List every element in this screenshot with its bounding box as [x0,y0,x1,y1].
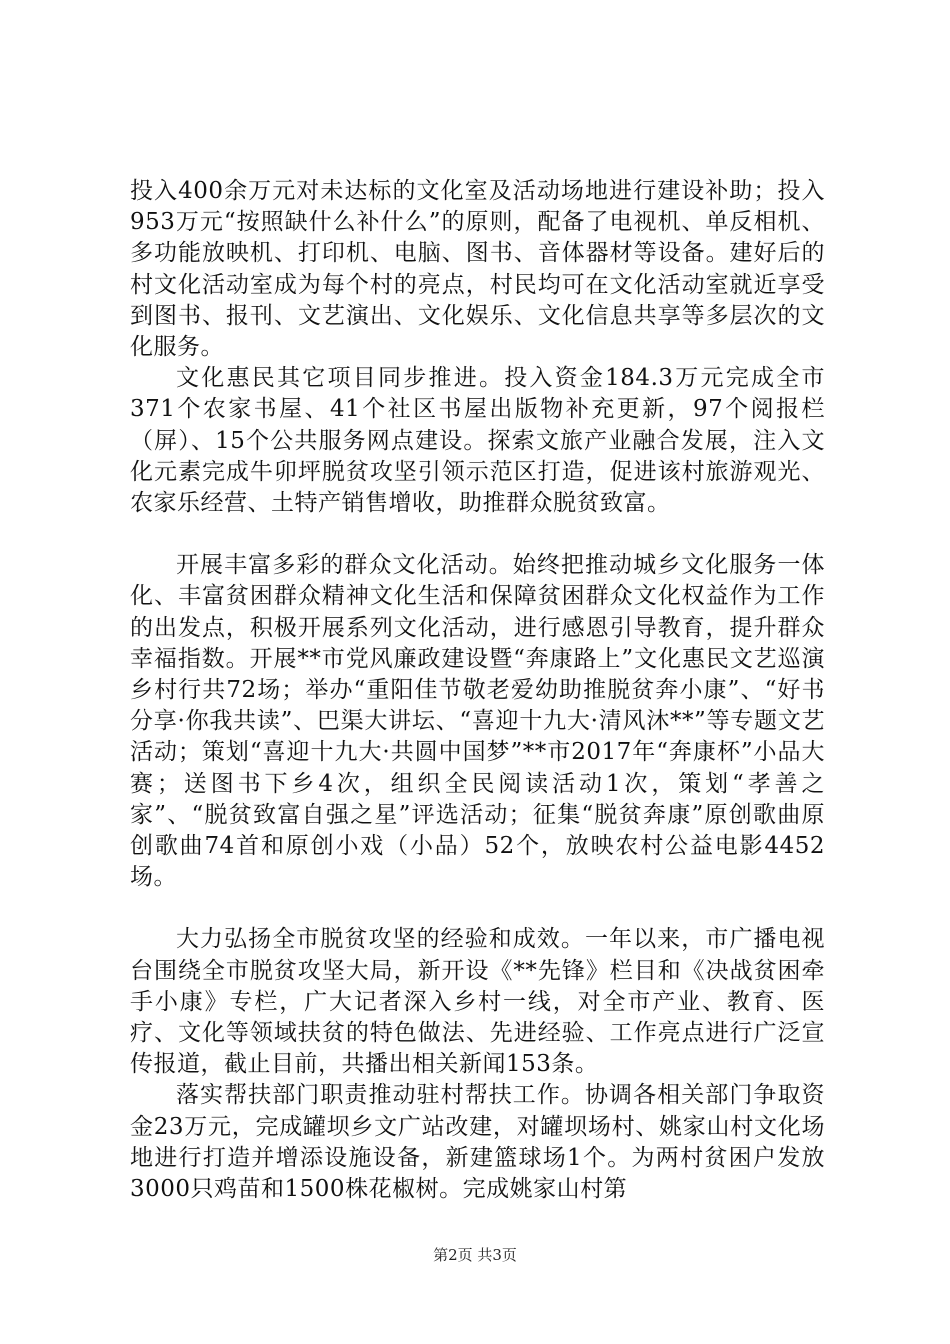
paragraph-publicity-reporting: 大力弘扬全市脱贫攻坚的经验和成效。一年以来，市广播电视台围绕全市脱贫攻坚大局，新开设《**先锋》栏目和《决战贫困牵手小康》专栏，广大记者深入乡村一线，对全市产业、教育、医疗、文化等领域扶贫的特色做法、先进经验、工作亮点进行广泛宣传报道，截止目前，共播出相关新闻153条。 [130,926,825,1078]
paragraph-spacer [130,893,825,924]
paragraph-cultural-benefit-projects: 文化惠民其它项目同步推进。投入资金184.3万元完成全市371个农家书屋、41个社区书屋出版物补充更新，97个阅报栏（屏）、15个公共服务网点建设。探索文旅产业融合发展，注入文化元素完成牛卯坪脱贫攻坚引领示范区打造，促进该村旅游观光、农家乐经营、土特产销售增收，助推群众脱贫致富。 [130,365,825,517]
paragraph-culture-room-investment: 投入400余万元对未达标的文化室及活动场地进行建设补助；投入953万元“按照缺什么补什么”的原则，配备了电视机、单反相机、多功能放映机、打印机、电脑、图书、音体器材等设备。建好后的村文化活动室成为每个村的亮点，村民均可在文化活动室就近享受到图书、报刊、文艺演出、文化娱乐、文化信息共享等多层次的文化服务。 [130,178,825,361]
document-body [130,176,825,1205]
page-footer: 第2页 共3页 [433,1246,517,1264]
paragraph-mass-cultural-activities: 开展丰富多彩的群众文化活动。始终把推动城乡文化服务一体化、丰富贫困群众精神文化生活和保障贫困群众文化权益作为工作的出发点，积极开展系列文化活动，进行感恩引导教育，提升群众幸福指数。开展**市党风廉政建设暨“奔康路上”文化惠民文艺巡演乡村行共72场；举办“重阳佳节敬老爱幼助推脱贫奔小康”、“好书分享·你我共读”、巴渠大讲坛、“喜迎十九大·清风沐**”等专题文艺活动；策划“喜迎十九大·共圆中国梦”**市2017年“奔康杯”小品大赛；送图书下乡4次，组织全民阅读活动1次，策划“孝善之家”、“脱贫致富自强之星”评选活动；征集“脱贫奔康”原创歌曲原创歌曲74首和原创小戏（小品）52个，放映农村公益电影4452场。 [130,552,825,891]
paragraph-spacer [130,519,825,550]
paragraph-village-assistance: 落实帮扶部门职责推动驻村帮扶工作。协调各相关部门争取资金23万元，完成罐坝乡文广站改建，对罐坝场村、姚家山村文化场地进行打造并增添设施设备，新建篮球场1个。为两村贫困户发放3000只鸡苗和1500株花椒树。完成姚家山村第 [130,1082,825,1203]
